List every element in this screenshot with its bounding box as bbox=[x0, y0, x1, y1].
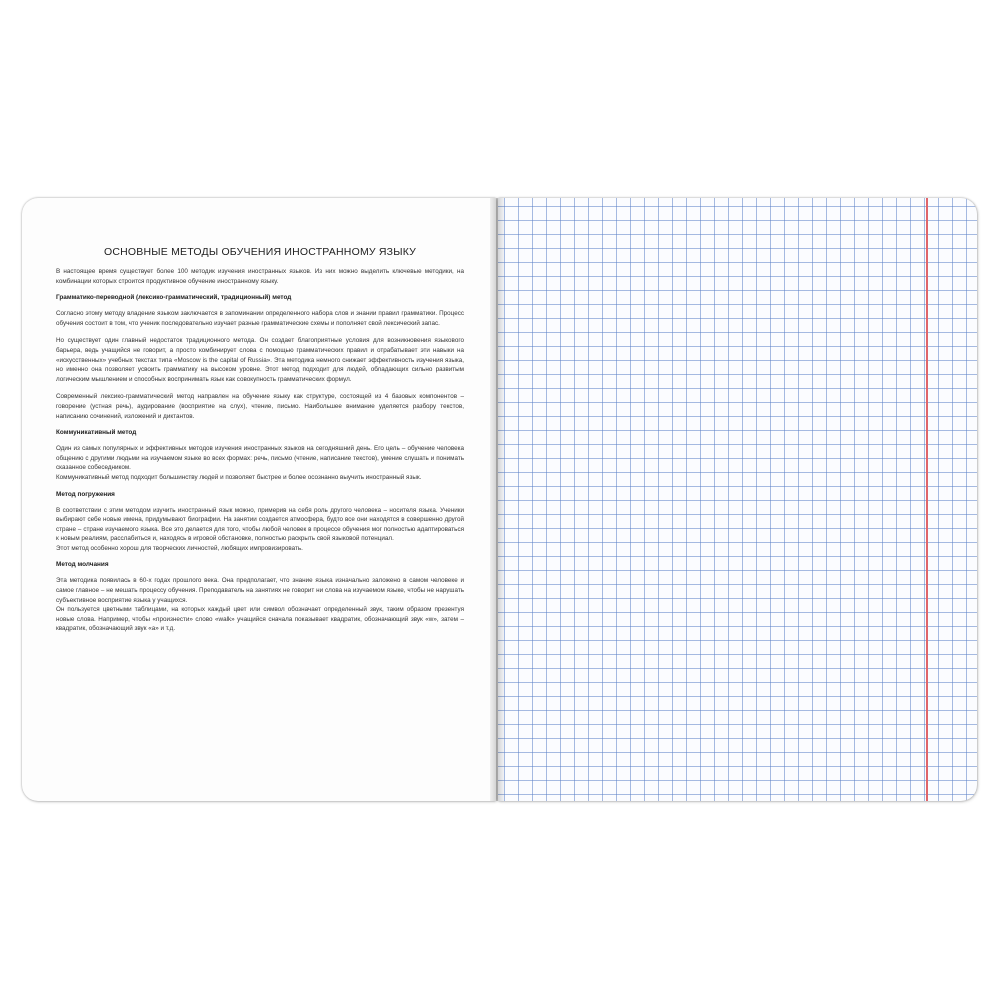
section-paragraph: Один из самых популярных и эффективных методов изучения иностранных языков на сегодняшний день. Его цель – обучение человека общению с другими людьми на изучаемом языке во всех формах: речь, письмо (чтение, написание текстов), умение слушать и понимать сказанное собеседником. bbox=[56, 445, 464, 472]
section-paragraph: В соответствии с этим методом изучить иностранный язык можно, примерив на себя роль другого человека – носителя языка. Ученики выбирают себе новые имена, придумывают биографии. На занятии создается атмосфера, будто все они находятся в совершенно другой стране – стране изучаемого языка. Все это делается для того, чтобы любой человек в процессе обучения мог полностью адаптироваться к новым реалиям, расслабиться и, находясь в игровой обстановке, полностью раскрыть свой языковой потенциал. bbox=[56, 506, 464, 543]
methods-text bbox=[56, 246, 464, 642]
right-page-grid bbox=[498, 198, 977, 801]
section-paragraph: Коммуникативный метод подходит большинству людей и позволяет быстрее и более осознанно выучить иностранный язык. bbox=[56, 473, 422, 481]
section-paragraph: Согласно этому методу владение языком заключается в запоминании определенного набора слов и знании правил грамматики. Процесс обучения состоит в том, что ученик последовательно изучает разные грамматические схемы и пополняет свой лексический запас. bbox=[56, 310, 464, 327]
left-page-text bbox=[22, 198, 496, 801]
section-paragraph: Этот метод особенно хорош для творческих личностей, любящих импровизировать. bbox=[56, 544, 303, 552]
section-heading: Метод погружения bbox=[56, 490, 115, 498]
section-heading: Коммуникативный метод bbox=[56, 429, 137, 437]
open-notebook bbox=[22, 198, 977, 801]
section-paragraph: Современный лексико-грамматический метод направлен на обучение языку как структуре, состоящей из 4 базовых компонентов – говорение (устная речь), аудирование (восприятие на слух), чтение, письмо. Наибольшее внимание уделяется разбору текстов, написанию сочинений, изложений и диктантов. bbox=[56, 393, 464, 420]
page-title: ОСНОВНЫЕ МЕТОДЫ ОБУЧЕНИЯ ИНОСТРАННОМУ ЯЗЫКУ bbox=[103, 246, 416, 258]
red-margin-line bbox=[926, 198, 928, 801]
intro-paragraph: В настоящее время существует более 100 методик изучения иностранных языков. Из них можно выделить ключевые методики, на комбинации которых строится продуктивное обучение иностранному языку. bbox=[56, 268, 464, 285]
section-heading: Метод молчания bbox=[56, 561, 109, 569]
section-paragraph: Он пользуется цветными таблицами, на которых каждый цвет или символ обозначает определенный звук, таким образом презентуя новые слова. Например, чтобы «произнести» слово «walk» учащийся сначала показывает квадратик, обозначающий звук «w», затем – квадратик, обозначающий звук «а» и т.д. bbox=[56, 606, 464, 633]
section-heading: Грамматико-переводной (лексико-грамматический, традиционный) метод bbox=[56, 294, 292, 302]
section-paragraph: Эта методика появилась в 60-х годах прошлого века. Она предполагает, что знание языка изначально заложено в самом человеке и самое главное – не мешать процессу обучения. Преподаватель на занятиях не говорит ни слова на изучаемом языке, чтобы не нарушать субъективное восприятие языка у учащихся. bbox=[56, 577, 464, 604]
section-paragraph: Но существует один главный недостаток традиционного метода. Он создает благоприятные условия для возникновения языкового барьера, ведь учащийся не говорит, а просто комбинирует слова с помощью грамматических правил и отрабатывает эти навыки на «искусственных» учебных текстах типа «Moscow is the capital of Russia». Эта методика немного снижает эффективность изучения языка, но именно она позволяет усвоить грамматику на высоком уровне. Этот метод подходит для людей, обладающих сильно развитым логическим мышлением и способных воспринимать язык как совокупность грамматических формул. bbox=[56, 337, 464, 383]
notebook-spine bbox=[490, 198, 504, 801]
